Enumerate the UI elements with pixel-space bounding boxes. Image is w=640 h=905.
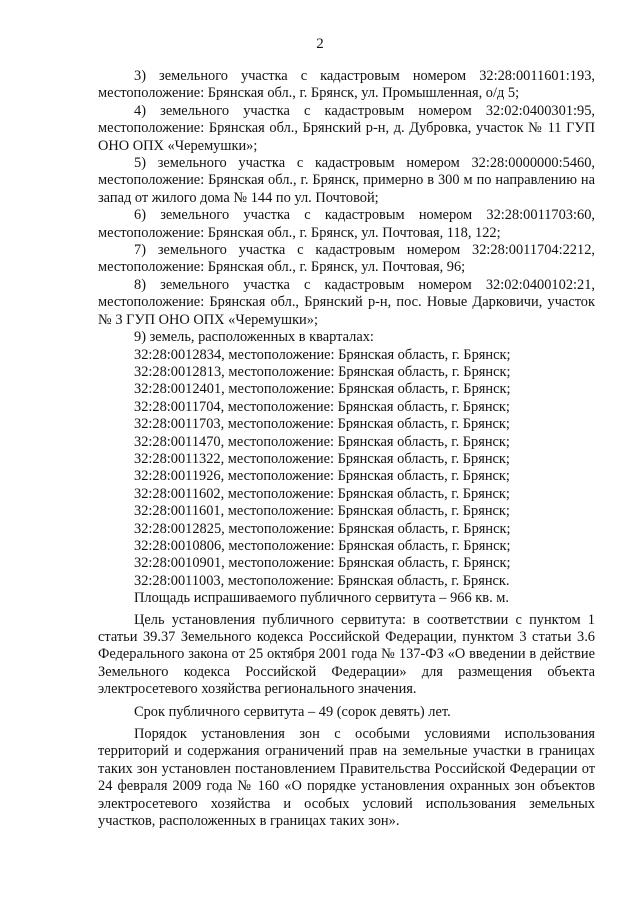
- quarter-line: 32:28:0012401, местоположение: Брянская область, г. Брянск;: [134, 381, 511, 398]
- quarter-line: 32:28:0011470, местоположение: Брянская область, г. Брянск;: [134, 433, 510, 450]
- quarter-line: 32:28:0012813, местоположение: Брянская область, г. Брянск;: [134, 363, 511, 380]
- servitude-purpose: Цель установления публичного сервитута: в соответствии с пунктом 1 статьи 39.37 Земельного кодекса Российской Федерации, пунктом 3 статьи 3.6 Федерального закона от 25 октября 2001 года № 137-ФЗ «О введении в действие Земельного кодекса Российской Федерации» для размещения объекта электросетевого хозяйства регионального значения.: [98, 611, 595, 698]
- item-7: 7) земельного участка с кадастровым номером 32:28:0011704:2212, местоположение: Брянская обл., г. Брянск, ул. Почтовая, 96;: [98, 242, 595, 276]
- item-3: 3) земельного участка с кадастровым номером 32:28:0011601:193, местоположение: Брянская обл., г. Брянск, ул. Промышленная, о/д 5;: [98, 68, 595, 102]
- quarter-line: 32:28:0011602, местоположение: Брянская область, г. Брянск;: [134, 485, 510, 502]
- item-6: 6) земельного участка с кадастровым номером 32:28:0011703:60, местоположение: Брянская обл., г. Брянск, ул. Почтовая, 118, 122;: [98, 207, 595, 241]
- quarter-line: 32:28:0011703, местоположение: Брянская область, г. Брянск;: [134, 416, 510, 433]
- item-4: 4) земельного участка с кадастровым номером 32:02:0400301:95, местоположение: Брянская обл., Брянский р-н, д. Дубровка, участок № 11 ГУП ОНО ОПХ «Черемушки»;: [98, 102, 595, 154]
- item-5: 5) земельного участка с кадастровым номером 32:28:0000000:5460, местоположение: Брянская обл., г. Брянск, примерно в 300 м по направлению на запад от жилого дома № 144 по ул. Почтовой;: [98, 155, 595, 206]
- lands-heading: 9) земель, расположенных в кварталах:: [134, 329, 374, 346]
- quarter-line: 32:28:0011003, местоположение: Брянская область, г. Брянск.: [134, 572, 510, 589]
- document-body: [98, 68, 595, 830]
- quarter-line: 32:28:0011601, местоположение: Брянская область, г. Брянск;: [134, 503, 510, 520]
- servitude-area: Площадь испрашиваемого публичного сервитута – 966 кв. м.: [134, 590, 509, 607]
- page-number: 2: [316, 36, 324, 52]
- quarter-line: 32:28:0011926, местоположение: Брянская область, г. Брянск;: [134, 468, 510, 485]
- quarter-line: 32:28:0011704, местоположение: Брянская область, г. Брянск;: [134, 398, 510, 415]
- quarter-line: 32:28:0012825, местоположение: Брянская область, г. Брянск;: [134, 520, 511, 537]
- zone-procedure: Порядок установления зон с особыми условиями использования территорий и содержания ограничений прав на земельные участки в границах таких зон установлен постановлением Правительства Российской Федерации от 24 февраля 2009 года № 160 «О порядке установления охранных зон объектов электросетевого хозяйства и особых условий использования земельных участков, расположенных в границах таких зон».: [98, 726, 595, 830]
- quarter-line: 32:28:0010806, местоположение: Брянская область, г. Брянск;: [134, 537, 511, 554]
- quarter-line: 32:28:0012834, местоположение: Брянская область, г. Брянск;: [134, 346, 511, 363]
- quarter-line: 32:28:0011322, местоположение: Брянская область, г. Брянск;: [134, 450, 510, 467]
- item-8: 8) земельного участка с кадастровым номером 32:02:0400102:21, местоположение: Брянская обл., Брянский р-н, пос. Новые Дарковичи, участок № 3 ГУП ОНО ОПХ «Черемушки»;: [98, 276, 595, 328]
- servitude-term: Срок публичного сервитута – 49 (сорок девять) лет.: [134, 703, 451, 720]
- quarter-line: 32:28:0010901, местоположение: Брянская область, г. Брянск;: [134, 555, 511, 572]
